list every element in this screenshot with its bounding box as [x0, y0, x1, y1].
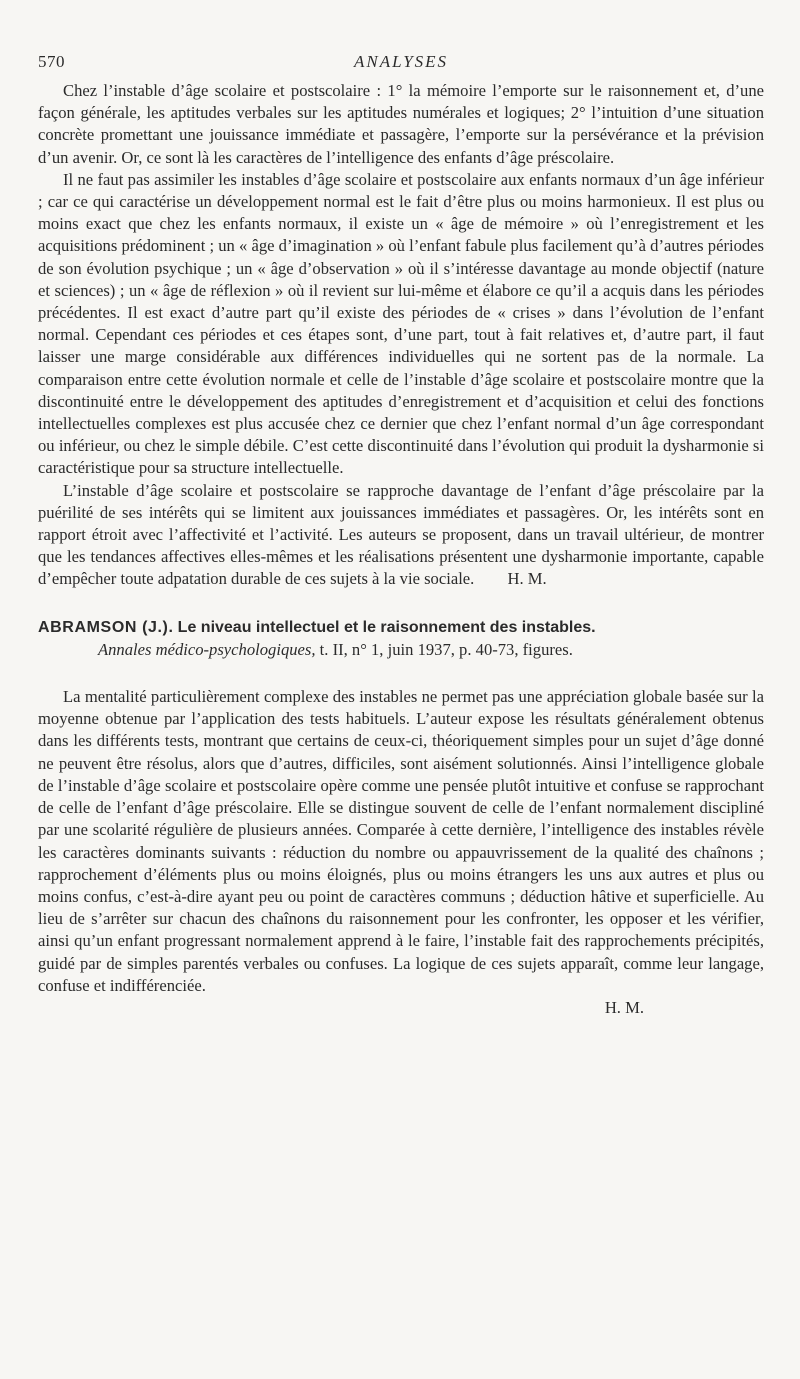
page-number: 570	[38, 52, 65, 71]
review-1-paragraph-3-text: L’instable d’âge scolaire et postscolaire se rapproche davantage de l’enfant d’âge préscolaire par la puérilité de ses intérêts qui se limitent aux jouissances immédiates et passagères. Or, les intérêts sont en rapport étroit avec l’affectivité et l’activité. Les auteurs se proposent, dans un travail ultérieur, de montrer que les tendances affectives elles-mêmes et les réalisations présentent une dysharmonie importante, capable d’empêcher toute adpatation durable de ces sujets à la vie sociale.	[38, 480, 764, 589]
review-2-heading	[38, 616, 764, 661]
section-title: ANALYSES	[353, 52, 449, 71]
review-1-paragraph-2: Il ne faut pas assimiler les instables d’âge scolaire et postscolaire aux enfants normaux d’un âge inférieur ; car ce qui caractérise un développement normal est le fait d’être plus ou moins harmonieux. Il est plus ou moins exact que chez les enfants normaux, il existe un « âge de mémoire » où l’enregistrement et les acquisitions prédominent ; un « âge d’imagination » où l’enfant fabule plus facilement qu’à d’autres périodes de son évolution psychique ; un « âge d’observation » où il s’intéresse davantage au monde objectif (nature et sciences) ; un « âge de réflexion » où il revient sur lui-même et élabore ce qu’il a acquis dans les périodes précédentes. Il est exact d’autre part qu’il existe des périodes de « crises » dans l’évolution de l’enfant normal. Cependant ces périodes et ces étapes sont, d’une part, tout à fait relatives et, d’autre part, il faut laisser une marge considérable aux différences individuelles qui ne sortent pas de la normale. La comparaison entre cette évolution normale et celle de l’instable d’âge scolaire et postscolaire montre que la discontinuité entre le développement des aptitudes d’enregistrement et d’acquisition et celui des fonctions intellectuelles complexes est plus accusée chez ce dernier que chez l’enfant normal d’un âge correspondant ou inférieur, ou chez le simple débile. C’est cette discontinuité dans l’évolution qui produit la dysharmonie si caractéristique pour sa structure intellectuelle.	[38, 169, 764, 478]
review-1	[38, 80, 764, 591]
review-2-citation-details: t. II, n° 1, juin 1937, p. 40-73, figures.	[319, 639, 573, 659]
review-1-paragraph-3	[38, 480, 764, 591]
review-2-journal: Annales médico-psychologiques,	[98, 639, 316, 659]
review-2-author: ABRAMSON (J.).	[38, 618, 174, 636]
review-2-paragraph: La mentalité particulièrement complexe des instables ne permet pas une appréciation globale basée sur la moyenne obtenue par l’application des tests habituels. L’auteur expose les résultats généralement obtenus dans les différents tests, montrant que certains de ceux-ci, théoriquement simples pour un sujet d’âge donné ne peuvent être résolus, alors que d’autres, difficiles, sont aisément solutionnés. Ainsi l’intelligence globale de l’instable d’âge scolaire et postscolaire opère comme une pensée plutôt intuitive et confuse se rapprochant de celle de l’enfant d’âge préscolaire. Elle se distingue souvent de celle de l’enfant normalement discipliné par une scolarité régulière de plusieurs années. Comparée à cette dernière, l’intelligence des instables révèle les caractères dominants suivants : réduction du nombre ou appauvrissement de la qualité des chaînons ; rapprochement d’éléments plus ou moins éloignés, plus ou moins étrangers les uns aux autres et plus ou moins confus, c’est-à-dire ayant peu ou point de caractères communs ; déduction hâtive et superficielle. Au lieu de s’arrêter sur chacun des chaînons du raisonnement pour les confronter, les opposer et les vérifier, ainsi qu’un enfant progressant normalement apprend à le faire, l’instable fait des rapprochements précipités, guidé par de simples parentés verbales ou confuses. La logique de ces sujets apparaît, comme leur langage, confuse et indifférenciée.	[38, 687, 764, 995]
review-2-signature: H. M.	[604, 997, 644, 1017]
running-head	[38, 52, 764, 74]
review-1-paragraph-1: Chez l’instable d’âge scolaire et postscolaire : 1° la mémoire l’emporte sur le raisonnement et, d’une façon générale, les aptitudes verbales sur les aptitudes numérales et logiques; 2° l’intuition d’une situation concrète promettant une jouissance immédiate et passagère, l’emporte sur la persévérance et la prévision d’un avenir. Or, ce sont là les caractères de l’intelligence des enfants d’âge préscolaire.	[38, 81, 764, 167]
review-2-title: Le niveau intellectuel et le raisonnement des instables.	[177, 618, 596, 636]
review-2-citation	[38, 639, 764, 661]
review-2	[38, 616, 764, 1019]
review-1-signature: H. M.	[507, 569, 547, 589]
page	[38, 52, 764, 1019]
